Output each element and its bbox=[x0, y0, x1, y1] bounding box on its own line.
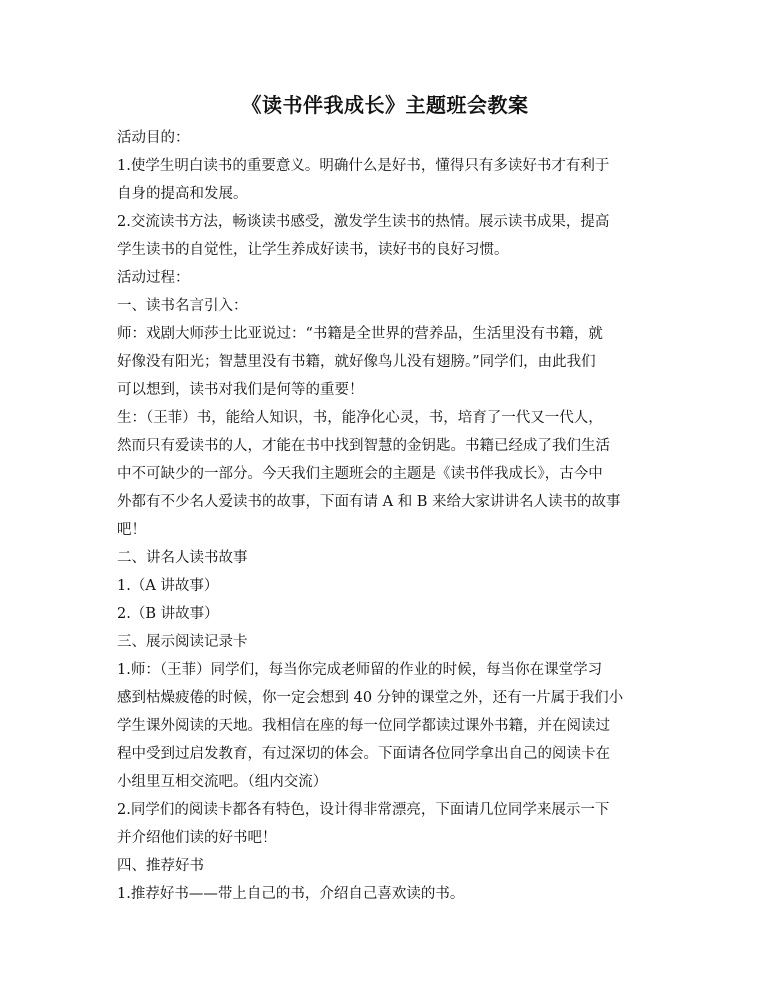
text-line: 二、讲名人读书故事 bbox=[117, 550, 248, 566]
paragraph bbox=[117, 320, 657, 404]
paragraph bbox=[117, 628, 657, 656]
paragraph bbox=[117, 404, 657, 544]
text-line: 可以想到，读书对我们是何等的重要！ bbox=[117, 382, 364, 398]
paragraph bbox=[117, 880, 657, 908]
text-line: 并介绍他们读的好书吧！ bbox=[117, 830, 277, 846]
text-line: 一、读书名言引入： bbox=[117, 298, 248, 314]
text-line: 三、展示阅读记录卡 bbox=[117, 634, 248, 650]
paragraph bbox=[117, 796, 657, 852]
text-line: 2.交流读书方法，畅谈读书感受，激发学生读书的热情。展示读书成果，提高 bbox=[117, 214, 610, 230]
paragraph bbox=[117, 264, 657, 292]
document-title: 《读书伴我成长》主题班会教案 bbox=[241, 93, 529, 117]
text-line: 活动过程： bbox=[117, 270, 190, 286]
paragraph bbox=[117, 656, 657, 796]
text-line: 学生读书的自觉性，让学生养成好读书，读好书的良好习惯。 bbox=[117, 242, 509, 258]
paragraph bbox=[117, 124, 657, 152]
text-line: 自身的提高和发展。 bbox=[117, 186, 248, 202]
paragraph bbox=[117, 572, 657, 600]
paragraph bbox=[117, 208, 657, 264]
text-line: 感到枯燥疲倦的时候，你一定会想到 40 分钟的课堂之外，还有一片属于我们小 bbox=[117, 690, 624, 706]
text-line: 2.（B 讲故事） bbox=[117, 606, 219, 622]
text-line: 1.推荐好书——带上自己的书，介绍自己喜欢读的书。 bbox=[117, 886, 465, 902]
document-body bbox=[117, 124, 657, 908]
text-line: 小组里互相交流吧。（组内交流） bbox=[117, 774, 328, 790]
paragraph bbox=[117, 292, 657, 320]
text-line: 好像没有阳光；智慧里没有书籍，就好像鸟儿没有翅膀。”同学们，由此我们 bbox=[117, 354, 596, 370]
text-line: 学生课外阅读的天地。我相信在座的每一位同学都读过课外书籍，并在阅读过 bbox=[117, 718, 610, 734]
text-line: 1.（A 讲故事） bbox=[117, 578, 219, 594]
text-line: 生：（王菲）书，能给人知识，书，能净化心灵，书，培育了一代又一代人， bbox=[117, 410, 603, 426]
text-line: 四、推荐好书 bbox=[117, 858, 204, 874]
paragraph bbox=[117, 152, 657, 208]
paragraph bbox=[117, 544, 657, 572]
text-line: 活动目的： bbox=[117, 130, 190, 146]
paragraph bbox=[117, 600, 657, 628]
text-line: 中不可缺少的一部分。今天我们主题班会的主题是《读书伴我成长》，古今中 bbox=[117, 466, 603, 482]
paragraph bbox=[117, 852, 657, 880]
text-line: 2.同学们的阅读卡都各有特色，设计得非常漂亮，下面请几位同学来展示一下 bbox=[117, 802, 610, 818]
text-line: 程中受到过启发教育，有过深切的体会。下面请各位同学拿出自己的阅读卡在 bbox=[117, 746, 610, 762]
text-line: 外都有不少名人爱读书的故事，下面有请 A 和 B 来给大家讲讲名人读书的故事 bbox=[117, 494, 621, 510]
text-line: 然而只有爱读书的人，才能在书中找到智慧的金钥匙。书籍已经成了我们生活 bbox=[117, 438, 610, 454]
text-line: 师：戏剧大师莎士比亚说过：“书籍是全世界的营养品，生活里没有书籍，就 bbox=[117, 326, 603, 342]
text-line: 1.使学生明白读书的重要意义。明确什么是好书，懂得只有多读好书才有利于 bbox=[117, 158, 610, 174]
text-line: 吧！ bbox=[117, 522, 146, 538]
text-line: 1.师：（王菲）同学们，每当你完成老师留的作业的时候，每当你在课堂学习 bbox=[117, 662, 603, 678]
